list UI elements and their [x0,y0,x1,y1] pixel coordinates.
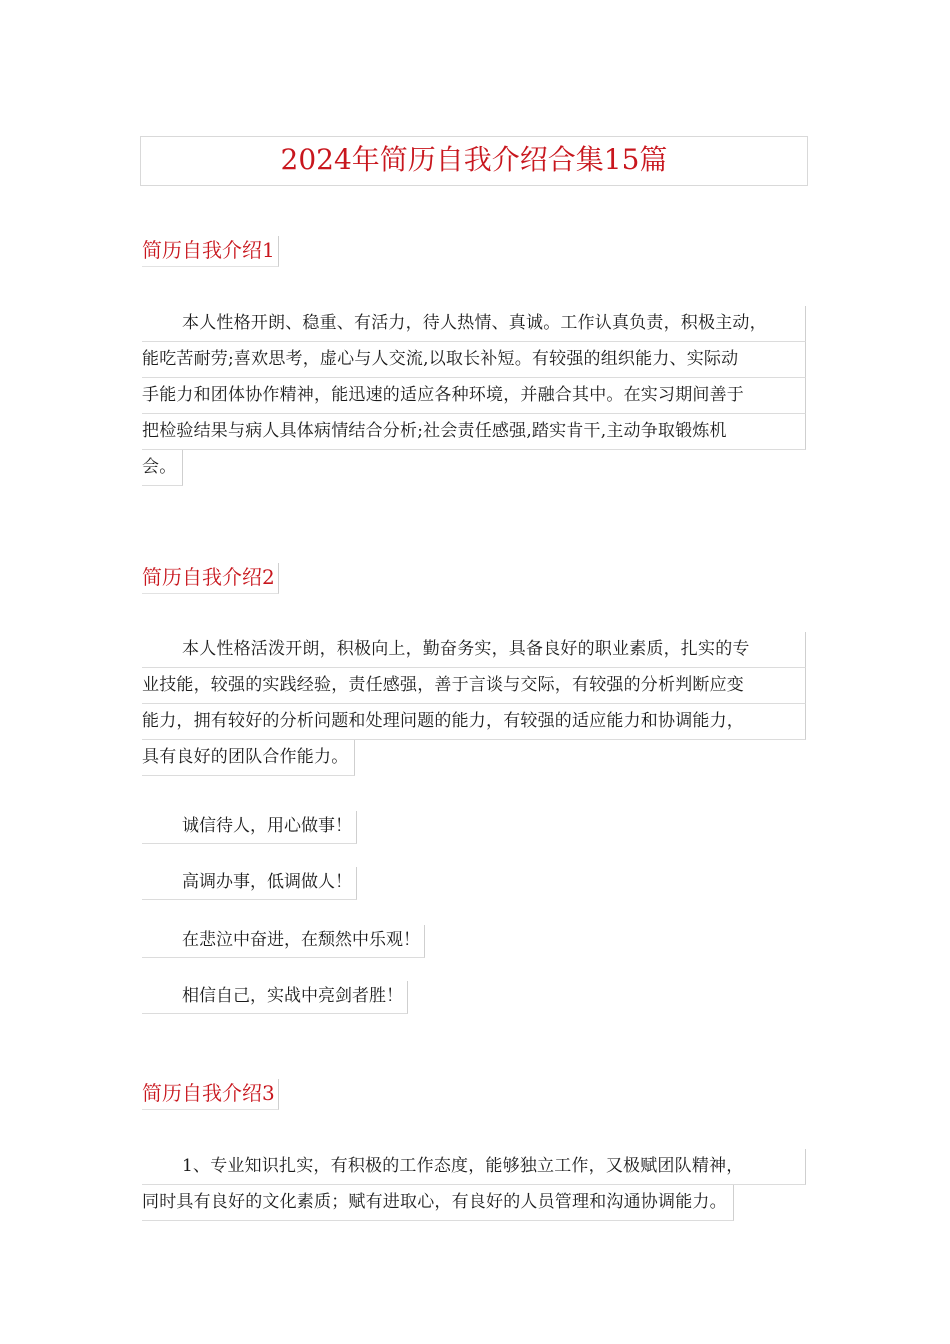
section-heading-3: 简历自我介绍3 [142,1079,279,1110]
paragraph-line: 把检验结果与病人具体病情结合分析;社会责任感强,踏实肯干,主动争取锻炼机 [142,414,806,450]
paragraph-line: 手能力和团体协作精神，能迅速的适应各种环境，并融合其中。在实习期间善于 [142,378,806,414]
section-2-paragraph [142,632,806,781]
paragraph-line: 本人性格开朗、稳重、有活力，待人热情、真诚。工作认真负责，积极主动， [142,306,806,342]
paragraph-line: 能力，拥有较好的分析问题和处理问题的能力，有较强的适应能力和协调能力， [142,704,806,740]
paragraph-line: 能吃苦耐劳;喜欢思考，虚心与人交流,以取长补短。有较强的组织能力、实际动 [142,342,806,378]
paragraph-line: 1、专业知识扎实，有积极的工作态度，能够独立工作，又极赋团队精神， [142,1149,806,1185]
paragraph-line: 业技能，较强的实践经验，责任感强，善于言谈与交际，有较强的分析判断应变 [142,668,806,704]
motto-line: 在悲泣中奋进，在颓然中乐观！ [142,925,425,958]
section-1-paragraph [142,306,806,491]
section-heading-1: 简历自我介绍1 [142,236,279,267]
paragraph-line: 本人性格活泼开朗，积极向上，勤奋务实，具备良好的职业素质，扎实的专 [142,632,806,668]
section-3-paragraph [142,1149,806,1226]
motto-line: 相信自己，实战中亮剑者胜！ [142,981,408,1014]
paragraph-line: 具有良好的团队合作能力。 [142,740,355,776]
paragraph-line: 同时具有良好的文化素质；赋有进取心，有良好的人员管理和沟通协调能力。 [142,1185,734,1221]
section-heading-2: 简历自我介绍2 [142,563,279,594]
paragraph-line: 会。 [142,450,183,486]
motto-line: 诚信待人，用心做事！ [142,811,357,844]
document-title: 2024年简历自我介绍合集15篇 [140,136,808,186]
motto-line: 高调办事，低调做人！ [142,867,357,900]
